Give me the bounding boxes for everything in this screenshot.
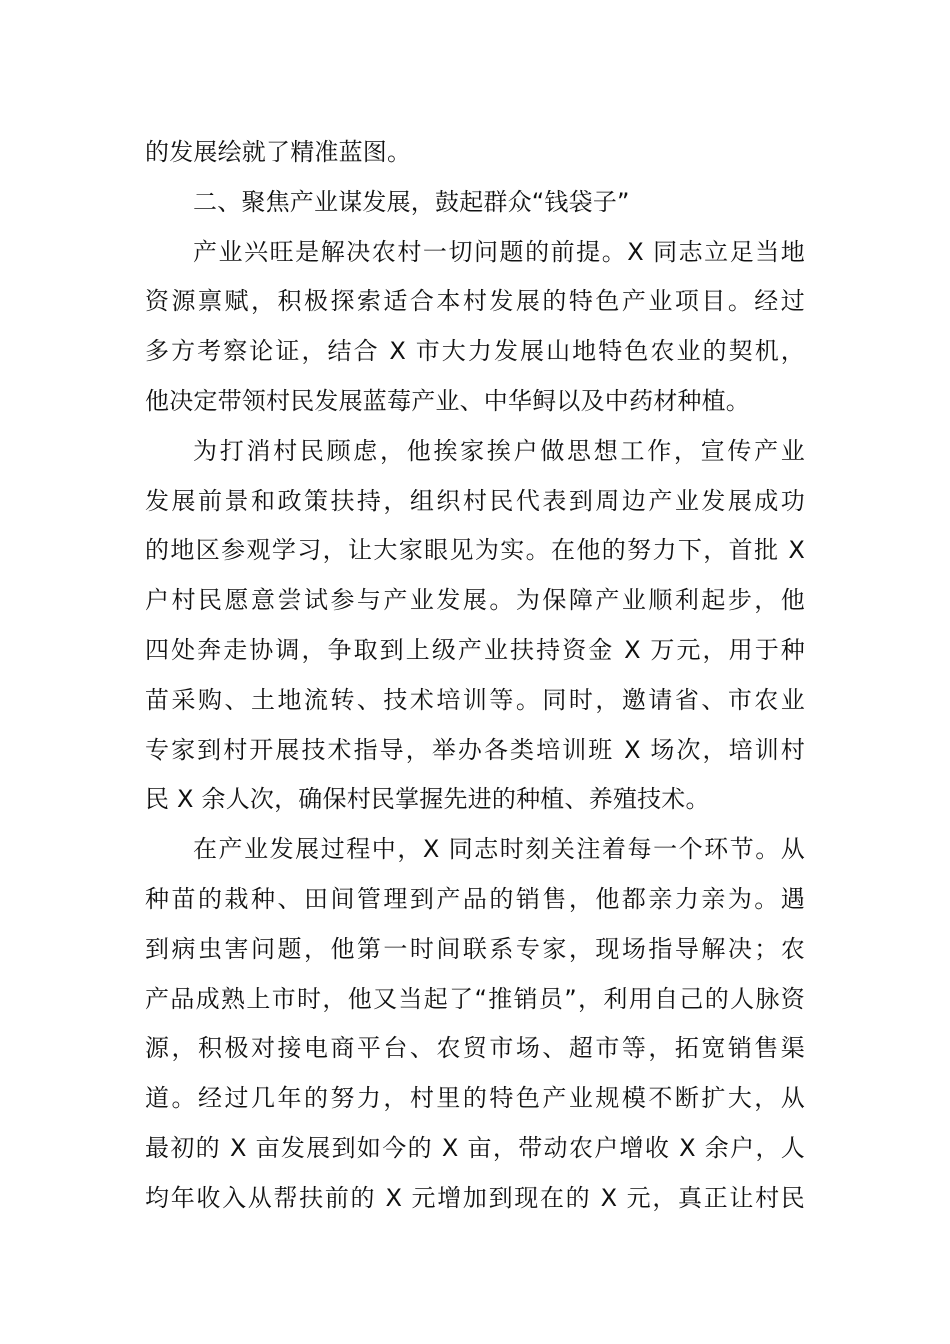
paragraph-line: 均年收入从帮扶前的 X 元增加到现在的 X 元，真正让村民: [145, 1183, 805, 1212]
paragraph-line: 苗采购、土地流转、技术培训等。同时，邀请省、市农业: [145, 685, 805, 714]
paragraph-line: 他决定带领村民发展蓝莓产业、中华鲟以及中药材种植。: [145, 386, 750, 415]
paragraph-line: 民 X 余人次，确保村民掌握先进的种植、养殖技术。: [145, 785, 710, 814]
paragraph-line: 多方考察论证，结合 X 市大力发展山地特色农业的契机，: [145, 337, 805, 366]
paragraph-line: 种苗的栽种、田间管理到产品的销售，他都亲力亲为。遇: [145, 884, 805, 913]
paragraph-line: 的地区参观学习，让大家眼见为实。在他的努力下，首批 X: [145, 536, 805, 565]
paragraph-line: 产业兴旺是解决农村一切问题的前提。X 同志立足当地: [193, 237, 805, 266]
paragraph-line: 四处奔走协调，争取到上级产业扶持资金 X 万元，用于种: [145, 635, 805, 664]
section-heading: 二、聚焦产业谋发展，鼓起群众“钱袋子”: [193, 187, 630, 216]
paragraph-line: 在产业发展过程中，X 同志时刻关注着每一个环节。从: [193, 835, 805, 864]
paragraph-line: 资源禀赋，积极探索适合本村发展的特色产业项目。经过: [145, 287, 805, 316]
document-body: [145, 128, 805, 1224]
paragraph-line: 专家到村开展技术指导，举办各类培训班 X 场次，培训村: [145, 735, 805, 764]
paragraph-line: 产品成熟上市时，他又当起了“推销员”，利用自己的人脉资: [145, 984, 805, 1013]
paragraph-line: 道。经过几年的努力，村里的特色产业规模不断扩大，从: [145, 1084, 805, 1113]
paragraph-line: 户村民愿意尝试参与产业发展。为保障产业顺利起步，他: [145, 586, 805, 615]
paragraph-line: 最初的 X 亩发展到如今的 X 亩，带动农户增收 X 余户，人: [145, 1133, 805, 1162]
paragraph-line: 源，积极对接电商平台、农贸市场、超市等，拓宽销售渠: [145, 1034, 805, 1063]
paragraph-line: 到病虫害问题，他第一时间联系专家，现场指导解决；农: [145, 934, 805, 963]
paragraph-line: 为打消村民顾虑，他挨家挨户做思想工作，宣传产业: [193, 436, 805, 465]
paragraph-line: 的发展绘就了精准蓝图。: [145, 138, 412, 166]
paragraph-line: 发展前景和政策扶持，组织村民代表到周边产业发展成功: [145, 486, 805, 515]
